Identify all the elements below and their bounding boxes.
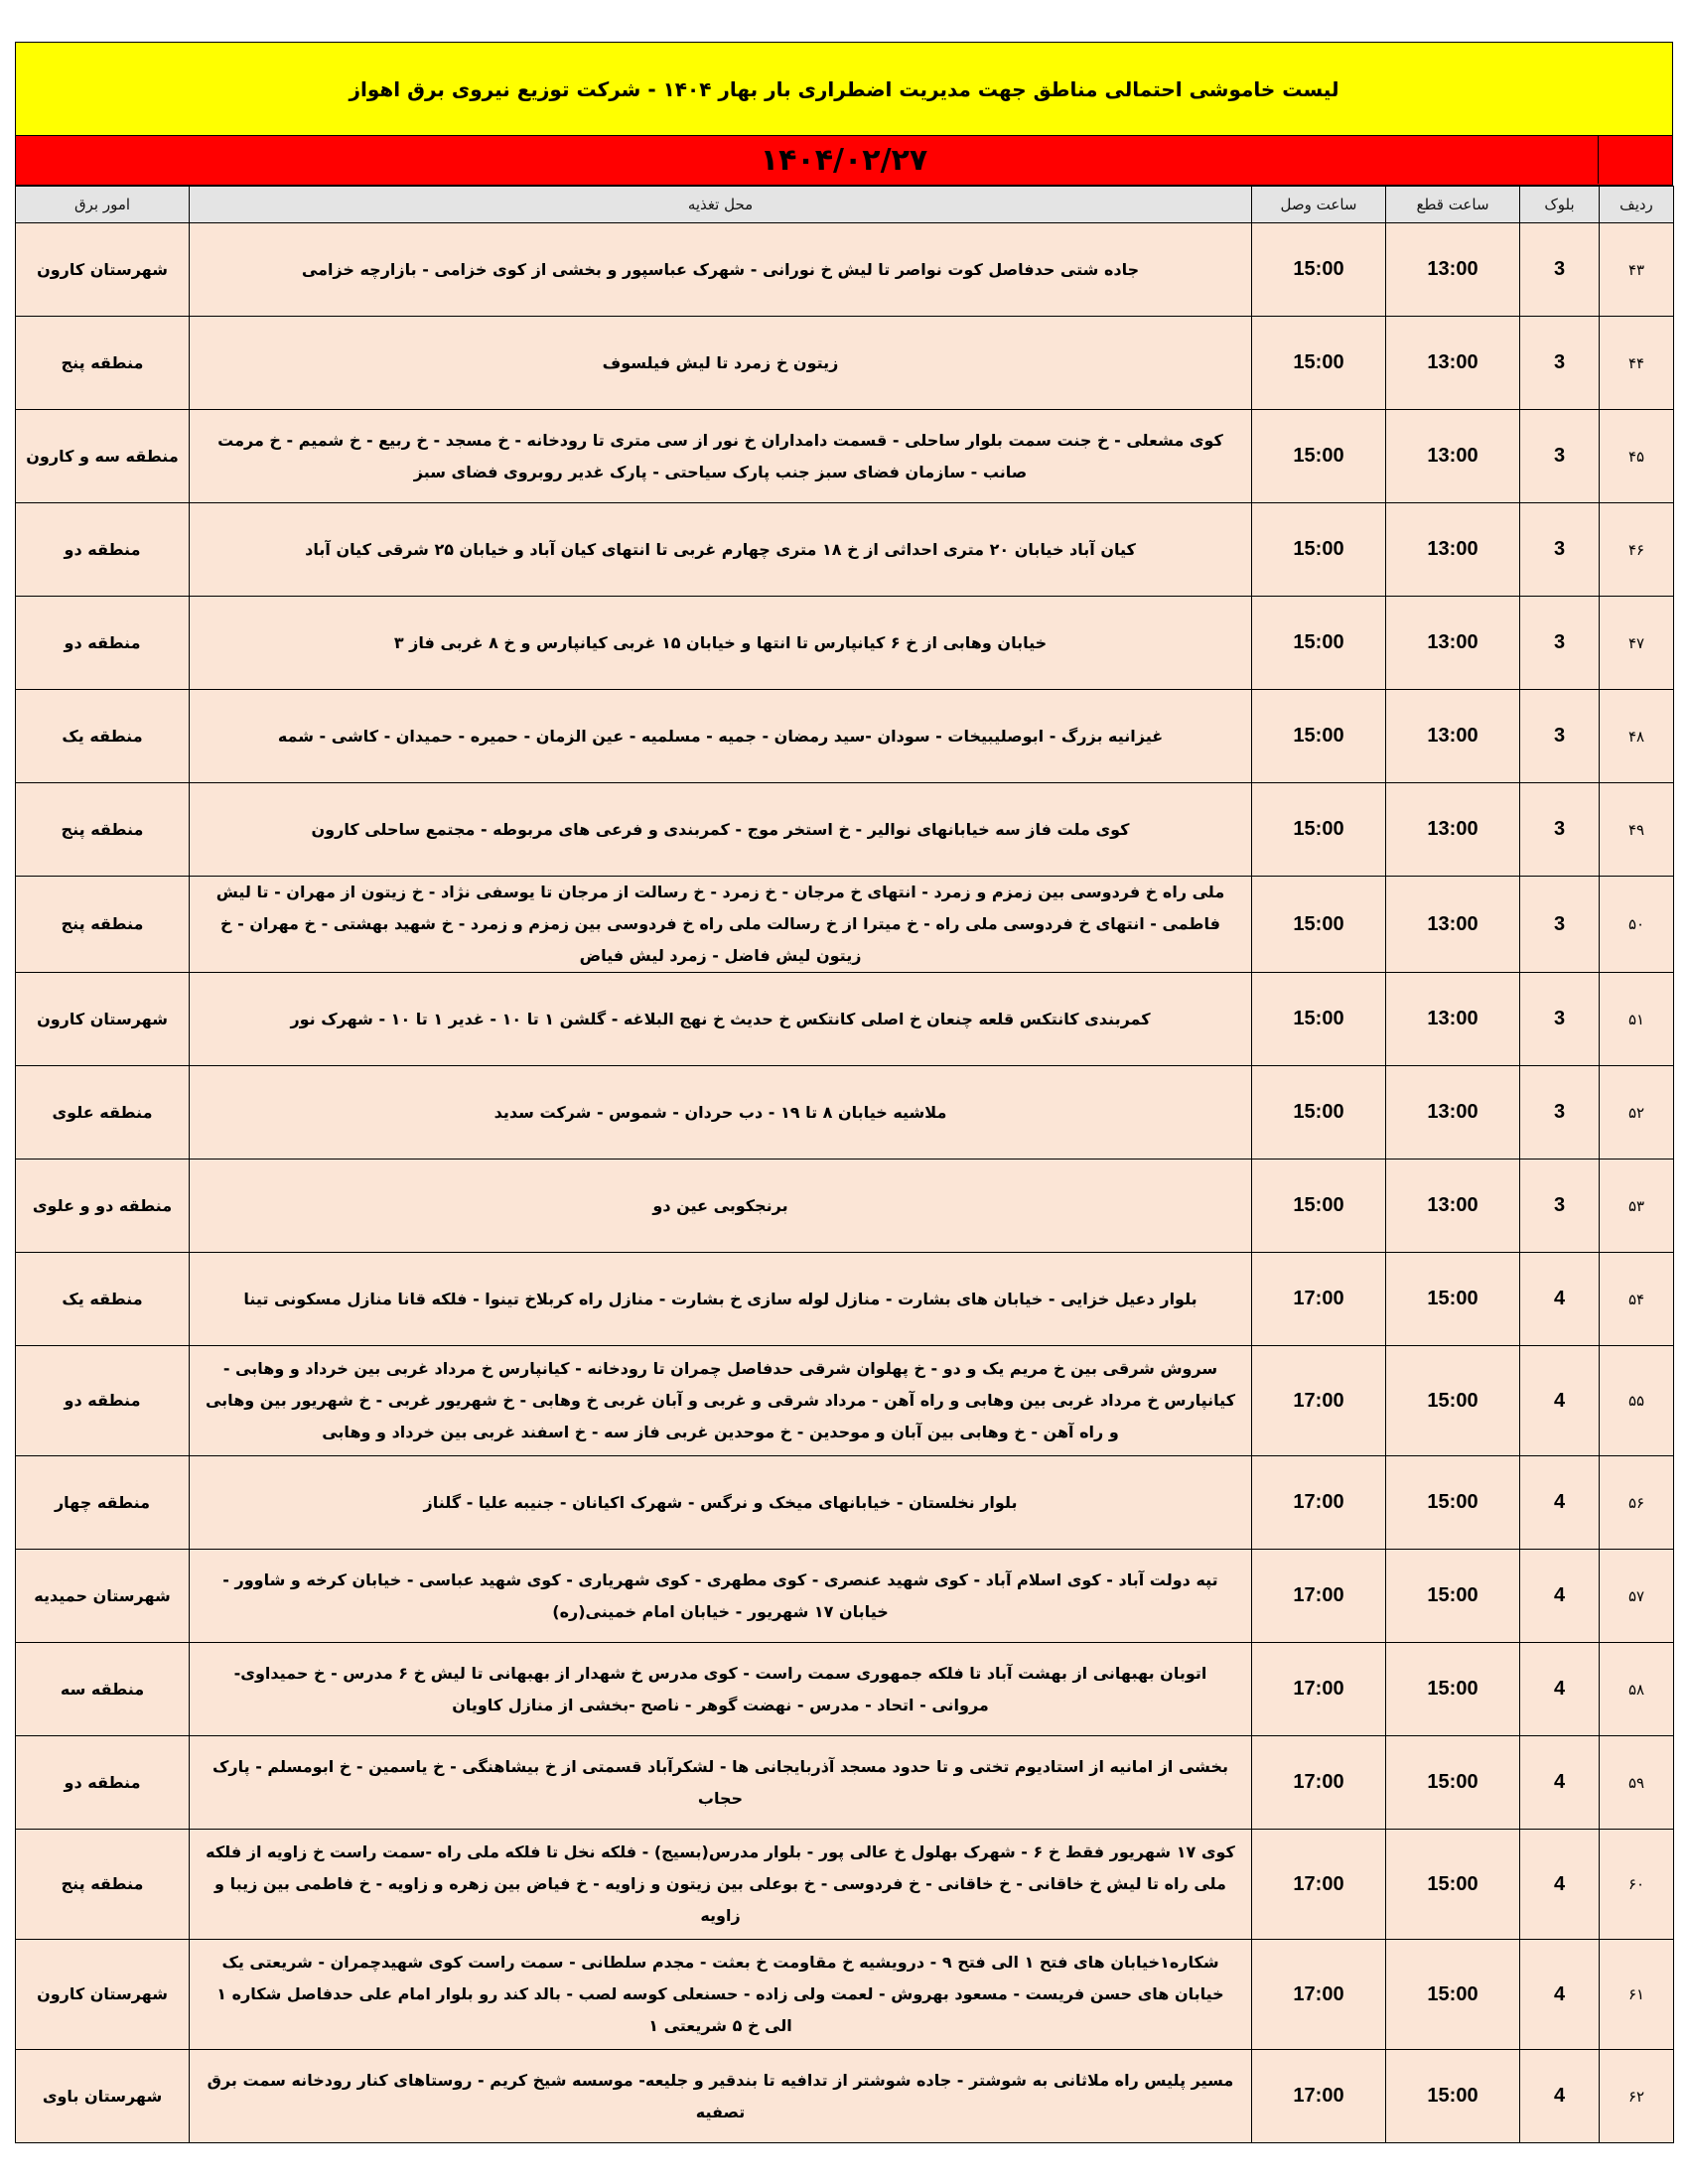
district-label: منطقه علوی [52, 1102, 153, 1122]
connect-time-cell: 15:00 [1252, 690, 1386, 783]
district-label: منطقه سه [60, 1679, 145, 1699]
row-number-cell: ۵۵ [1600, 1346, 1674, 1456]
table-row [16, 690, 1674, 783]
district-label: منطقه سه و کارون [26, 446, 179, 466]
block-cell: 4 [1520, 1830, 1600, 1940]
connect-time-cell: 17:00 [1252, 1550, 1386, 1643]
district-cell [16, 1066, 190, 1160]
block-cell: 4 [1520, 1550, 1600, 1643]
connect-time-cell: 15:00 [1252, 503, 1386, 597]
connect-time-cell: 15:00 [1252, 783, 1386, 877]
block-cell: 4 [1520, 1456, 1600, 1550]
connect-time-cell: 17:00 [1252, 1253, 1386, 1346]
header-block: بلوک [1520, 187, 1600, 223]
district-cell [16, 877, 190, 973]
cut-time-cell: 15:00 [1386, 1830, 1520, 1940]
connect-time-cell: 15:00 [1252, 877, 1386, 973]
district-cell [16, 783, 190, 877]
connect-time-cell: 17:00 [1252, 1830, 1386, 1940]
district-label: منطقه یک [62, 726, 143, 746]
location-cell: شکاره۱خیابان های فتح ۱ الی فتح ۹ - درویشیه خ مقاومت خ بعثت - مجدم سلطانی - سمت راست کوی شهیدچمران - شریعتی یک خیابان های حسن فریست - مسعود بهروش - لعمت ولی زاده - حسنعلی کوسه لصب - بالد کند رو بلوار امام علی حدفاصل شکاره ۱ الی خ ۵ شریعتی ۱ [190, 1940, 1252, 2050]
location-cell: جاده شتی حدفاصل کوت نواصر تا لیش خ نورانی - شهرک عباسپور و بخشی از کوی خزامی - بازارچه خزامی [190, 223, 1252, 317]
block-cell: 3 [1520, 1066, 1600, 1160]
cut-time-cell: 13:00 [1386, 877, 1520, 973]
block-cell: 3 [1520, 597, 1600, 690]
district-label: شهرستان باوی [42, 2086, 163, 2106]
table-row [16, 1253, 1674, 1346]
cut-time-cell: 15:00 [1386, 1456, 1520, 1550]
sheet-title: لیست خاموشی احتمالی مناطق جهت مدیریت اضطراری بار بهار ۱۴۰۴ - شرکت توزیع نیروی برق اهواز [349, 76, 1339, 101]
connect-time-cell: 17:00 [1252, 2050, 1386, 2143]
district-label: منطقه یک [62, 1289, 143, 1308]
block-cell: 3 [1520, 410, 1600, 503]
cut-time-cell: 15:00 [1386, 2050, 1520, 2143]
location-cell: زیتون خ زمرد تا لیش فیلسوف [190, 317, 1252, 410]
district-cell [16, 1830, 190, 1940]
cut-time-cell: 13:00 [1386, 410, 1520, 503]
block-cell: 4 [1520, 1346, 1600, 1456]
row-number-cell: ۶۰ [1600, 1830, 1674, 1940]
district-label: منطقه دو و علوی [32, 1195, 173, 1215]
district-label: منطقه دو [64, 539, 141, 559]
connect-time-cell: 15:00 [1252, 597, 1386, 690]
location-cell: مسیر پلیس راه ملاثانی به شوشتر - جاده شوشتر از تدافیه تا بندقیر و جلیعه- موسسه شیخ کریم - روستاهای کنار رودخانه سمت برق تصفیه [190, 2050, 1252, 2143]
block-cell: 3 [1520, 877, 1600, 973]
district-cell [16, 1160, 190, 1253]
cut-time-cell: 13:00 [1386, 503, 1520, 597]
district-label: شهرستان کارون [37, 1984, 168, 2003]
district-cell [16, 1456, 190, 1550]
table-row [16, 503, 1674, 597]
table-row [16, 317, 1674, 410]
location-cell: ملی راه خ فردوسی بین زمزم و زمرد - انتهای خ مرجان - خ زمرد - خ رسالت از مرجان تا یوسفی نژاد - خ زیتون از مهران - تا لیش فاطمی - انتهای خ فردوسی ملی راه - خ میترا از خ رسالت ملی راه خ فردوسی بین زمزم و زمرد - خ شهید بهشتی - خ مهران - خ زیتون لیش فاضل - زمرد لیش فیاض [190, 877, 1252, 973]
cut-time-cell: 15:00 [1386, 1550, 1520, 1643]
title-banner [15, 42, 1673, 136]
table-row [16, 877, 1674, 973]
cut-time-cell: 13:00 [1386, 597, 1520, 690]
connect-time-cell: 17:00 [1252, 1346, 1386, 1456]
district-cell [16, 1253, 190, 1346]
location-cell: بلوار دعیل خزایی - خیابان های بشارت - منازل لوله سازی خ بشارت - منازل راه کربلاخ تینوا - فلکه قانا منازل مسکونی تینا [190, 1253, 1252, 1346]
district-cell [16, 503, 190, 597]
district-cell [16, 1940, 190, 2050]
district-label: منطقه دو [64, 632, 141, 652]
district-label: منطقه پنج [61, 352, 144, 372]
row-number-cell: ۵۹ [1600, 1736, 1674, 1830]
table-body [16, 223, 1674, 2143]
connect-time-cell: 17:00 [1252, 1643, 1386, 1736]
district-label: شهرستان کارون [37, 259, 168, 279]
cut-time-cell: 15:00 [1386, 1253, 1520, 1346]
row-number-cell: ۴۸ [1600, 690, 1674, 783]
district-label: منطقه پنج [61, 1874, 144, 1893]
row-number-cell: ۴۹ [1600, 783, 1674, 877]
row-number-cell: ۵۱ [1600, 973, 1674, 1066]
table-row [16, 410, 1674, 503]
header-location: محل تغذیه [190, 187, 1252, 223]
district-cell [16, 317, 190, 410]
connect-time-cell: 15:00 [1252, 223, 1386, 317]
cut-time-cell: 13:00 [1386, 973, 1520, 1066]
cut-time-cell: 15:00 [1386, 1736, 1520, 1830]
cut-time-cell: 13:00 [1386, 1066, 1520, 1160]
row-number-cell: ۴۷ [1600, 597, 1674, 690]
district-cell [16, 973, 190, 1066]
location-cell: بخشی از امانیه از استادیوم تختی و تا حدود مسجد آذربایجانی ها - لشکرآباد قسمتی از خ بیشاهنگی - خ یاسمین - خ ابومسلم - پارک حجاب [190, 1736, 1252, 1830]
block-cell: 4 [1520, 1940, 1600, 2050]
district-label: منطقه پنج [61, 914, 144, 933]
table-row [16, 2050, 1674, 2143]
cut-time-cell: 13:00 [1386, 690, 1520, 783]
connect-time-cell: 15:00 [1252, 973, 1386, 1066]
table-row [16, 1346, 1674, 1456]
district-label: منطقه دو [64, 1772, 141, 1792]
block-cell: 3 [1520, 317, 1600, 410]
row-number-cell: ۴۳ [1600, 223, 1674, 317]
location-cell: اتوبان بهبهانی از بهشت آباد تا فلکه جمهوری سمت راست - کوی مدرس خ شهدار از بهبهانی تا لیش خ ۶ مدرس - خ حمیداوی- مروانی - اتحاد - مدرس - نهضت گوهر - ناصح -بخشی از منازل کاویان [190, 1643, 1252, 1736]
row-number-cell: ۶۲ [1600, 2050, 1674, 2143]
cut-time-cell: 15:00 [1386, 1346, 1520, 1456]
header-connect-time: ساعت وصل [1252, 187, 1386, 223]
district-cell [16, 1346, 190, 1456]
date-corner-cell [1598, 136, 1672, 184]
cut-time-cell: 13:00 [1386, 317, 1520, 410]
location-cell: برنجکوبی عین دو [190, 1160, 1252, 1253]
block-cell: 3 [1520, 223, 1600, 317]
location-cell: غیزانیه بزرگ - ابوصلیبیخات - سودان -سید رمضان - جمیه - مسلمیه - عین الزمان - حمیره - حمیدان - کاشی - شمه [190, 690, 1252, 783]
district-cell [16, 410, 190, 503]
row-number-cell: ۴۵ [1600, 410, 1674, 503]
connect-time-cell: 17:00 [1252, 1736, 1386, 1830]
district-label: شهرستان کارون [37, 1009, 168, 1028]
block-cell: 3 [1520, 690, 1600, 783]
district-cell [16, 1550, 190, 1643]
row-number-cell: ۵۴ [1600, 1253, 1674, 1346]
block-cell: 4 [1520, 1643, 1600, 1736]
table-row [16, 1066, 1674, 1160]
district-cell [16, 1736, 190, 1830]
connect-time-cell: 15:00 [1252, 317, 1386, 410]
location-cell: کمربندی کانتکس قلعه چنعان خ اصلی کانتکس خ حدیث خ نهج البلاغه - گلشن ۱ تا ۱۰ - غدیر ۱ تا ۱۰ - شهرک نور [190, 973, 1252, 1066]
district-cell [16, 690, 190, 783]
district-label: منطقه چهار [54, 1492, 151, 1512]
location-cell: کیان آباد خیابان ۲۰ متری احداثی از خ ۱۸ متری چهارم غربی تا انتهای کیان آباد و خیابان ۲۵ شرقی کیان آباد [190, 503, 1252, 597]
row-number-cell: ۵۳ [1600, 1160, 1674, 1253]
block-cell: 4 [1520, 1736, 1600, 1830]
table-row [16, 1160, 1674, 1253]
outage-table [15, 186, 1674, 2143]
location-cell: کوی ۱۷ شهریور فقط خ ۶ - شهرک بهلول خ عالی پور - بلوار مدرس(بسیج) - فلکه نخل تا فلکه ملی راه -سمت راست خ زاویه از فلکه ملی راه تا لیش خ خاقانی - خ خاقانی - خ فردوسی - خ بوعلی بین زیتون و زاویه - خ فیاض بین زهره و زاویه - خ فاطمی بین زیبا و زاویه [190, 1830, 1252, 1940]
cut-time-cell: 15:00 [1386, 1643, 1520, 1736]
outage-sheet [15, 42, 1673, 2143]
location-cell: کوی ملت فاز سه خیابانهای نوالیر - خ استخر موج - کمربندی و فرعی های مربوطه - مجتمع ساحلی کارون [190, 783, 1252, 877]
district-cell [16, 2050, 190, 2143]
location-cell: سروش شرقی بین خ مریم یک و دو - خ پهلوان شرقی حدفاصل چمران تا رودخانه - کیانپارس خ مرداد غربی بین خرداد و وهابی - کیانپارس خ مرداد غربی بین وهابی و راه آهن - مرداد شرقی و غربی و آبان غربی خ وهابی - خ شهریور غربی - خ شهریور بین وهابی و راه آهن - خ وهابی بین آبان و موحدین - خ موحدین غربی فاز سه - خ اسفند غربی بین خرداد و وهابی [190, 1346, 1252, 1456]
table-row [16, 1736, 1674, 1830]
cut-time-cell: 13:00 [1386, 1160, 1520, 1253]
block-cell: 3 [1520, 1160, 1600, 1253]
location-cell: بلوار نخلستان - خیابانهای میخک و نرگس - شهرک اکیانان - جنیبه علیا - گلناز [190, 1456, 1252, 1550]
row-number-cell: ۴۶ [1600, 503, 1674, 597]
location-cell: خیابان وهابی از خ ۶ کیانپارس تا انتها و خیابان ۱۵ غربی کیانپارس و خ ۸ غربی فاز ۳ [190, 597, 1252, 690]
district-label: منطقه پنج [61, 819, 144, 839]
district-cell [16, 1643, 190, 1736]
district-cell [16, 597, 190, 690]
connect-time-cell: 17:00 [1252, 1456, 1386, 1550]
header-cut-time: ساعت قطع [1386, 187, 1520, 223]
row-number-cell: ۵۰ [1600, 877, 1674, 973]
table-row [16, 1550, 1674, 1643]
header-row-no: ردیف [1600, 187, 1674, 223]
block-cell: 3 [1520, 973, 1600, 1066]
table-row [16, 223, 1674, 317]
table-row [16, 973, 1674, 1066]
table-header-row [16, 187, 1674, 223]
table-row [16, 783, 1674, 877]
location-cell: ملاشیه خیابان ۸ تا ۱۹ - دب حردان - شموس - شرکت سدید [190, 1066, 1252, 1160]
block-cell: 3 [1520, 783, 1600, 877]
district-cell [16, 223, 190, 317]
connect-time-cell: 15:00 [1252, 1160, 1386, 1253]
date-banner [15, 136, 1673, 186]
cut-time-cell: 15:00 [1386, 1940, 1520, 2050]
header-district: امور برق [16, 187, 190, 223]
row-number-cell: ۵۲ [1600, 1066, 1674, 1160]
row-number-cell: ۵۶ [1600, 1456, 1674, 1550]
table-row [16, 597, 1674, 690]
block-cell: 4 [1520, 2050, 1600, 2143]
connect-time-cell: 17:00 [1252, 1940, 1386, 2050]
table-row [16, 1940, 1674, 2050]
location-cell: کوی مشعلی - خ جنت سمت بلوار ساحلی - قسمت دامداران خ نور از سی متری تا رودخانه - خ مسجد - خ ربیع - خ شمیم - خ مرمت صانب - سازمان فضای سبز جنب پارک سیاحتی - پارک غدیر روبروی فضای سبز [190, 410, 1252, 503]
row-number-cell: ۴۴ [1600, 317, 1674, 410]
cut-time-cell: 13:00 [1386, 223, 1520, 317]
cut-time-cell: 13:00 [1386, 783, 1520, 877]
row-number-cell: ۶۱ [1600, 1940, 1674, 2050]
table-row [16, 1830, 1674, 1940]
connect-time-cell: 15:00 [1252, 1066, 1386, 1160]
block-cell: 3 [1520, 503, 1600, 597]
district-label: منطقه دو [64, 1391, 141, 1410]
date-label: ۱۴۰۴/۰۲/۲۷ [760, 143, 928, 178]
block-cell: 4 [1520, 1253, 1600, 1346]
table-row [16, 1456, 1674, 1550]
row-number-cell: ۵۷ [1600, 1550, 1674, 1643]
row-number-cell: ۵۸ [1600, 1643, 1674, 1736]
table-row [16, 1643, 1674, 1736]
location-cell: تپه دولت آباد - کوی اسلام آباد - کوی شهید عنصری - کوی مطهری - کوی شهریاری - کوی شهید عباسی - خیابان کرخه و شاوور - خیابان ۱۷ شهریور - خیابان امام خمینی(ره) [190, 1550, 1252, 1643]
district-label: شهرستان حمیدیه [34, 1585, 171, 1605]
connect-time-cell: 15:00 [1252, 410, 1386, 503]
